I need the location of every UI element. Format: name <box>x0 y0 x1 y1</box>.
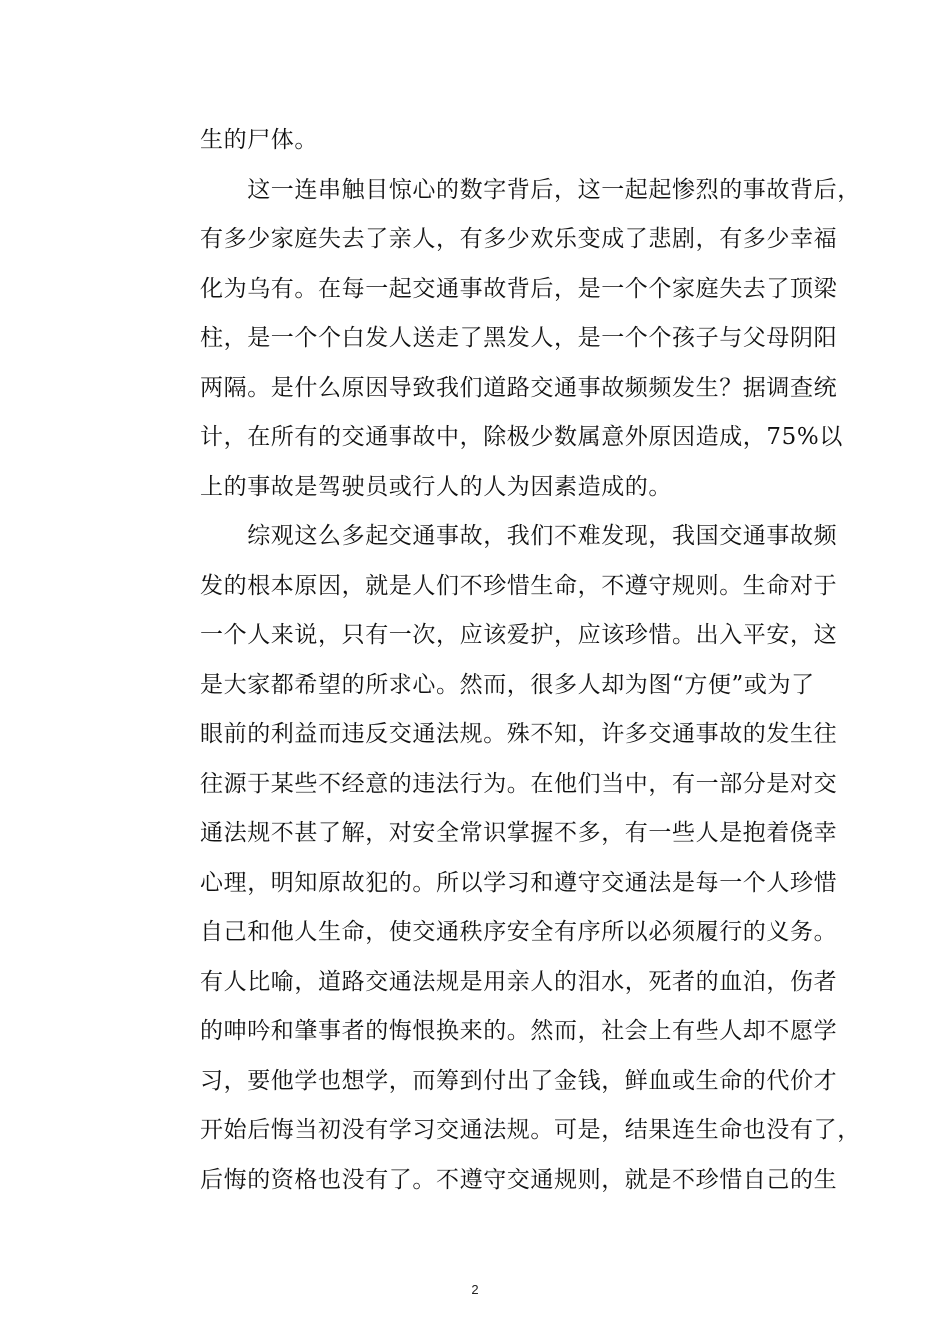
text-line: 化为乌有。在每一起交通事故背后，是一个个家庭失去了顶梁 <box>200 275 838 302</box>
text-line: 有人比喻，道路交通法规是用亲人的泪水，死者的血泊，伤者 <box>200 968 838 995</box>
text-line: 眼前的利益而违反交通法规。殊不知，许多交通事故的发生往 <box>200 721 838 747</box>
text-line: 综观这么多起交通事故，我们不难发现，我国交通事故频 <box>200 523 838 549</box>
text-line: 柱，是一个个白发人送走了黑发人，是一个个孩子与父母阴阳 <box>200 325 838 351</box>
text-line: 心理，明知原故犯的。所以学习和遵守交通法是每一个人珍惜 <box>200 869 838 896</box>
text-line: 上的事故是驾驶员或行人的人为因素造成的。 <box>200 473 672 500</box>
text-line: 两隔。是什么原因导致我们道路交通事故频频发生？据调查统 <box>200 374 838 401</box>
text-line: 后悔的资格也没有了。不遵守交通规则，就是不珍惜自己的生 <box>200 1166 838 1193</box>
text-line: 习，要他学也想学，而筹到付出了金钱，鲜血或生命的代价才 <box>200 1067 838 1094</box>
text-line: 发的根本原因，就是人们不珍惜生命，不遵守规则。生命对于 <box>200 572 838 599</box>
text-line: 生的尸体。 <box>200 127 318 153</box>
text-line: 这一连串触目惊心的数字背后，这一起起惨烈的事故背后， <box>200 176 861 203</box>
body-text <box>200 116 861 1205</box>
text-line: 的呻吟和肇事者的悔恨换来的。然而，社会上有些人却不愿学 <box>200 1018 838 1044</box>
text-line: 计，在所有的交通事故中，除极少数属意外原因造成，75%以 <box>200 424 843 450</box>
text-line: 一个人来说，只有一次，应该爱护，应该珍惜。出入平安，这 <box>200 622 838 648</box>
text-line: 通法规不甚了解，对安全常识掌握不多，有一些人是抱着侥幸 <box>200 820 838 846</box>
text-line: 有多少家庭失去了亲人，有多少欢乐变成了悲剧，有多少幸福 <box>200 226 838 252</box>
text-line: 开始后悔当初没有学习交通法规。可是，结果连生命也没有了， <box>200 1117 861 1143</box>
text-line: 自己和他人生命，使交通秩序安全有序所以必须履行的义务。 <box>200 919 838 945</box>
text-line: 是大家都希望的所求心。然而，很多人却为图“方便”或为了 <box>200 671 815 698</box>
text-line: 往源于某些不经意的违法行为。在他们当中，有一部分是对交 <box>200 770 838 797</box>
page-number: 2 <box>471 1282 479 1297</box>
